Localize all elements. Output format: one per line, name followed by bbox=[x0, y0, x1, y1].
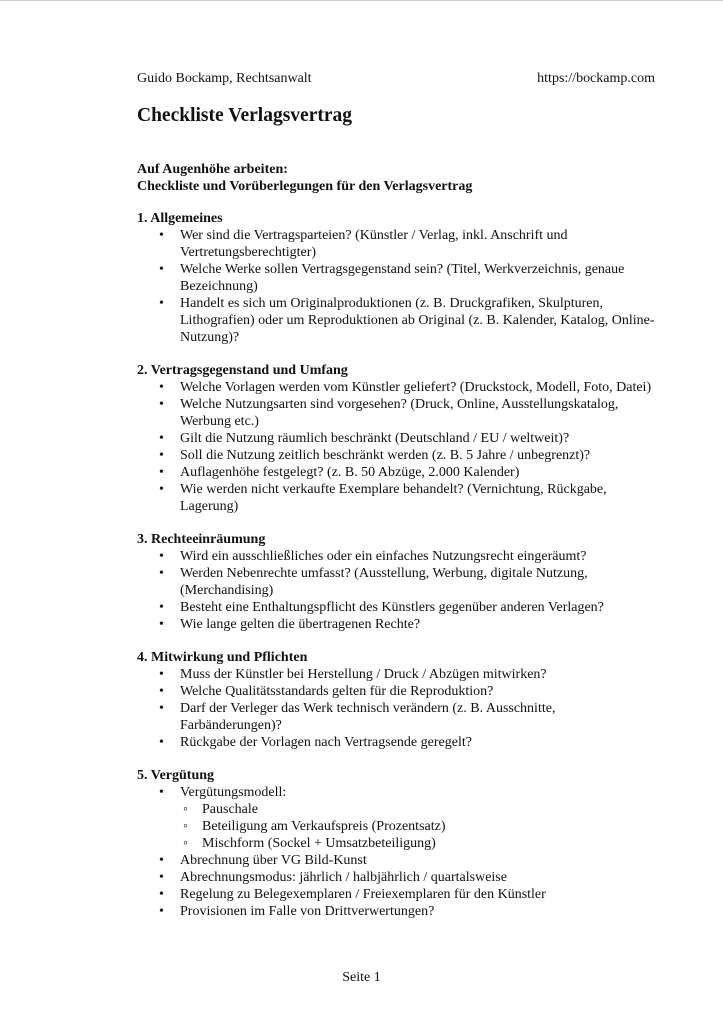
sub-checklist-item: ◦ Beteiligung am Verkaufspreis (Prozentsatz) bbox=[180, 818, 657, 835]
checklist-item: • Abrechnung über VG Bild-Kunst bbox=[137, 852, 657, 869]
section-verguetung bbox=[137, 767, 657, 920]
section-allgemeines bbox=[137, 210, 657, 346]
checklist-item: • Wird ein ausschließliches oder ein einfaches Nutzungsrecht eingeräumt? bbox=[137, 548, 657, 565]
verguetungsmodell-label: Vergütungsmodell: bbox=[180, 785, 287, 800]
checklist-item: • Wer sind die Vertragsparteien? (Künstler / Verlag, inkl. Anschrift und Vertretungsberechtigter) bbox=[137, 227, 657, 261]
checklist-item: • Welche Werke sollen Vertragsgegenstand sein? (Titel, Werkverzeichnis, genaue Bezeichnung) bbox=[137, 261, 657, 295]
sub-checklist-item: ◦ Pauschale bbox=[180, 801, 657, 818]
section-heading: 1. Allgemeines bbox=[137, 211, 223, 226]
header-url: https://bockamp.com bbox=[537, 71, 655, 86]
page-header bbox=[137, 71, 655, 87]
section-heading: 4. Mitwirkung und Pflichten bbox=[137, 650, 308, 665]
checklist-item: • Abrechnungsmodus: jährlich / halbjährlich / quartalsweise bbox=[137, 869, 657, 886]
checklist-item: • Welche Nutzungsarten sind vorgesehen? (Druck, Online, Ausstellungskatalog, Werbung etc.) bbox=[137, 396, 657, 430]
section-heading: 3. Rechteeinräumung bbox=[137, 532, 266, 547]
document-title: Checkliste Verlagsvertrag bbox=[137, 105, 352, 126]
checklist bbox=[137, 227, 657, 346]
checklist-item: • Regelung zu Belegexemplaren / Freiexemplaren für den Künstler bbox=[137, 886, 657, 903]
intro-line-1: Auf Augenhöhe arbeiten: bbox=[137, 162, 288, 177]
section-heading: 5. Vergütung bbox=[137, 768, 215, 783]
header-author: Guido Bockamp, Rechtsanwalt bbox=[137, 71, 312, 86]
checklist-item: • Muss der Künstler bei Herstellung / Druck / Abzügen mitwirken? bbox=[137, 666, 657, 683]
intro-block bbox=[137, 161, 472, 195]
checklist-item: • Soll die Nutzung zeitlich beschränkt werden (z. B. 5 Jahre / unbegrenzt)? bbox=[137, 447, 657, 464]
checklist-item: • Wie werden nicht verkaufte Exemplare behandelt? (Vernichtung, Rückgabe, Lagerung) bbox=[137, 481, 657, 515]
checklist-item: • Besteht eine Enthaltungspflicht des Künstlers gegenüber anderen Verlagen? bbox=[137, 599, 657, 616]
sub-checklist-item: ◦ Mischform (Sockel + Umsatzbeteiligung) bbox=[180, 835, 657, 852]
intro-line-2: Checkliste und Vorüberlegungen für den Verlagsvertrag bbox=[137, 179, 473, 194]
checklist bbox=[137, 379, 657, 515]
checklist bbox=[137, 666, 657, 751]
checklist-item: • Wie lange gelten die übertragenen Rechte? bbox=[137, 616, 657, 633]
checklist-sections bbox=[137, 210, 657, 936]
checklist-item: • Darf der Verleger das Werk technisch verändern (z. B. Ausschnitte, Farbänderungen)? bbox=[137, 700, 657, 734]
sub-checklist bbox=[180, 801, 657, 852]
page-footer bbox=[0, 970, 723, 986]
checklist bbox=[137, 548, 657, 633]
checklist-item: • Provisionen im Falle von Drittverwertungen? bbox=[137, 903, 657, 920]
page-number: Seite 1 bbox=[342, 970, 381, 985]
checklist-item: • Welche Qualitätsstandards gelten für die Reproduktion? bbox=[137, 683, 657, 700]
section-mitwirkung bbox=[137, 649, 657, 751]
checklist-item-verguetungsmodell bbox=[137, 784, 657, 852]
checklist-item: • Auflagenhöhe festgelegt? (z. B. 50 Abzüge, 2.000 Kalender) bbox=[137, 464, 657, 481]
section-heading: 2. Vertragsgegenstand und Umfang bbox=[137, 363, 348, 378]
checklist-item: • Handelt es sich um Originalproduktionen (z. B. Druckgrafiken, Skulpturen, Lithografien) oder um Reproduktionen ab Original (z. B. Kalender, Katalog, Online-Nutzung)? bbox=[137, 295, 657, 346]
checklist-item: • Werden Nebenrechte umfasst? (Ausstellung, Werbung, digitale Nutzung, (Merchandising) bbox=[137, 565, 657, 599]
checklist-item: • Welche Vorlagen werden vom Künstler geliefert? (Druckstock, Modell, Foto, Datei) bbox=[137, 379, 657, 396]
section-vertragsgegenstand bbox=[137, 362, 657, 515]
checklist-item: • Gilt die Nutzung räumlich beschränkt (Deutschland / EU / weltweit)? bbox=[137, 430, 657, 447]
checklist-item: • Rückgabe der Vorlagen nach Vertragsende geregelt? bbox=[137, 734, 657, 751]
checklist bbox=[137, 784, 657, 920]
section-rechteeinraeumung bbox=[137, 531, 657, 633]
